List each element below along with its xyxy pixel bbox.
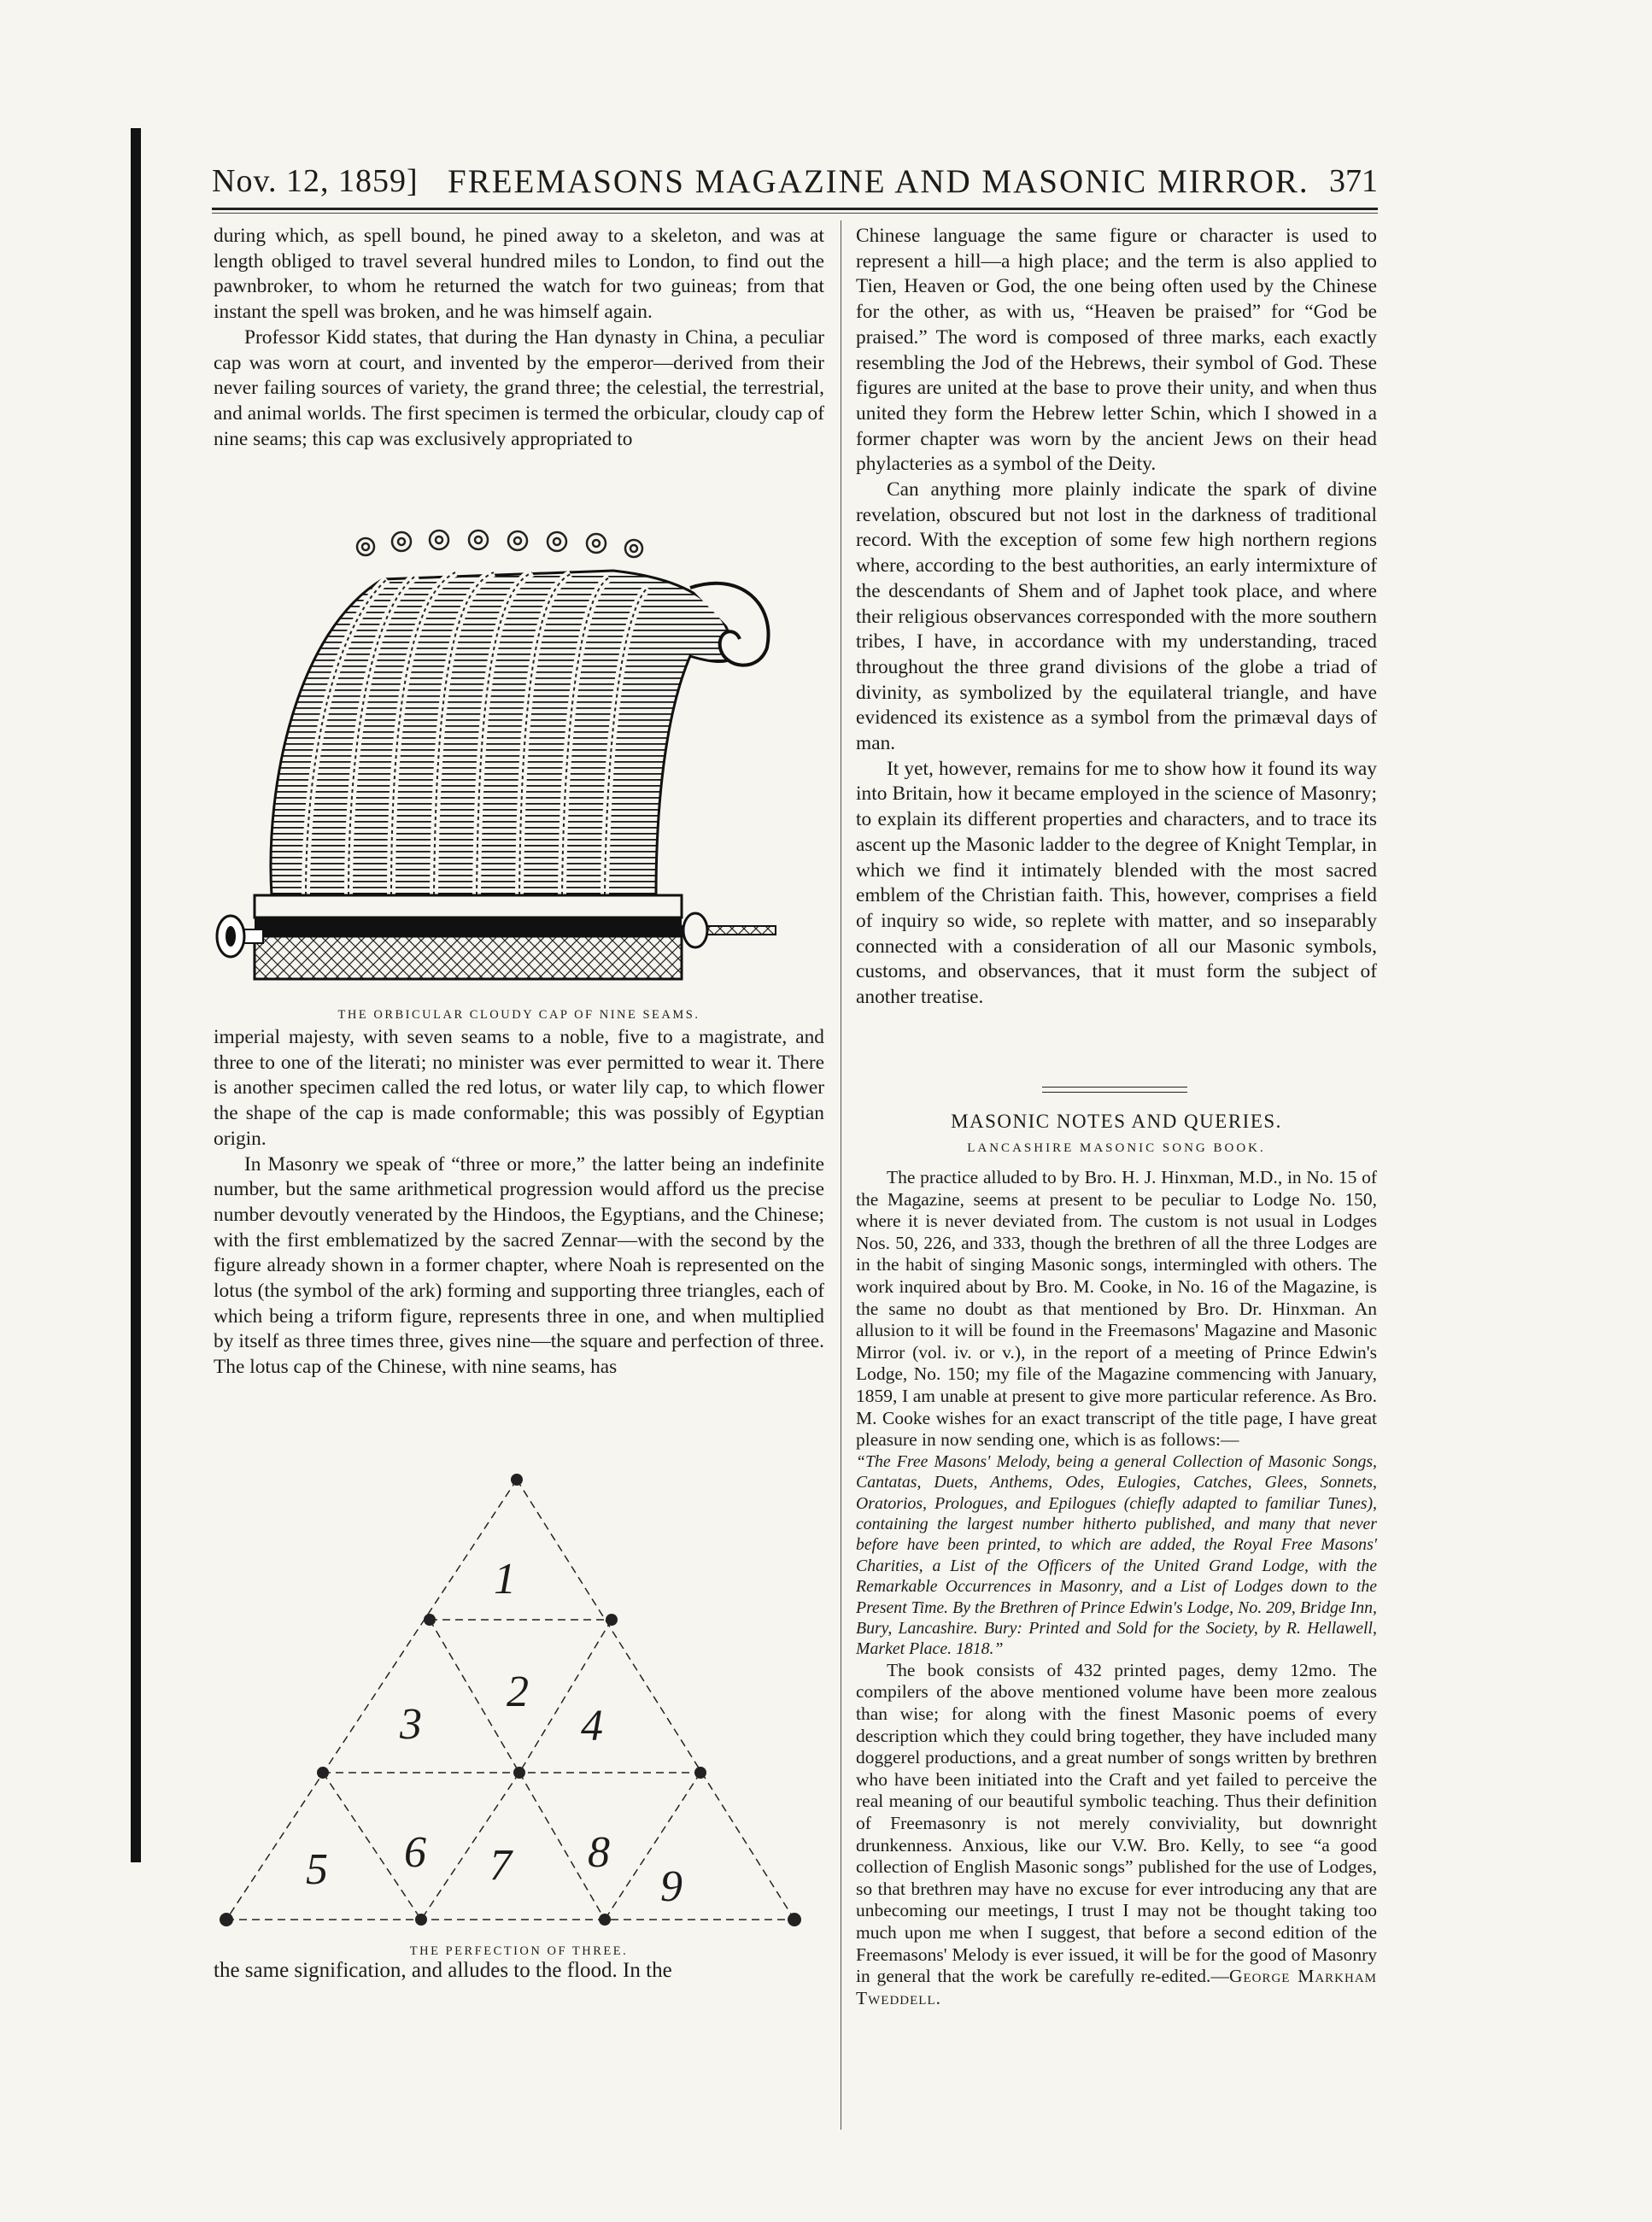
- triangle-number: 9: [660, 1862, 682, 1911]
- triangle-number: 7: [489, 1841, 512, 1890]
- paragraph: Chinese language the same figure or character is used to represent a hill—a high place; and the term is also applied to Tien, Heaven or God, the one being often used by the Chinese for the other, as with us, “Heaven be praised” for “God be praised.” The word is composed of three marks, each exactly resembling the Jod of the Hebrews, their symbol of God. These figures are united at the base to prove their unity, and when thus united they form the Hebrew letter Schin, which I showed in a former chapter was worn by the ancient Jews on their head phylacteries as a symbol of the Deity.: [856, 225, 1377, 476]
- paragraph: [856, 1660, 1377, 2010]
- quoted-title-page: “The Free Masons' Melody, being a general Collection of Masonic Songs, Cantatas, Duets, Anthems, Odes, Eulogies, Catches, Glees, Sonnets, Oratorios, Prologues, and Epilogues (chiefly adapted to familiar Tunes), containing the largest number hitherto published, and many that never before have been printed, to which are added, the Royal Free Masons' Charities, a List of the Officers of the United Grand Lodge, with the Remarkable Occurrences in Masonry, and a List of Lodges down to the Present Time. By the Brethren of Prince Edwin's Lodge, No. 209, Bridge Inn, Bury, Lancashire. Bury: Printed and Sold for the Society, by R. Hellawell, Market Place. 1818.”: [856, 1451, 1377, 1659]
- right-column-top: [856, 224, 1377, 1011]
- orbicular-cap-illustration: [212, 528, 827, 998]
- figure-caption: THE ORBICULAR CLOUDY CAP OF NINE SEAMS.: [337, 1008, 700, 1022]
- paragraph-text: The book consists of 432 printed pages, demy 12mo. The compilers of the above mentioned volume have been more zealous than wise; for along with the finest Masonic poems of every description which they could bring together, they have included many doggerel productions, and a great number of songs written by brethren who have been initiated into the Craft and yet failed to perceive the real meaning of our beautiful symbolic teaching. Thus their definition of Freemasonry is not merely conviviality, but downright drunkenness. Anxious, like our V.W. Bro. Kelly, to see “a good collection of English Masonic songs” published for the use of Lodges, so that brethren may have no excuse for ever introducing any that are unbecoming our meetings, I trust I may not be thought taking too much upon me when I suggest, that before a second edition of the Freemasons' Melody is ever issued, it will be for the good of Masonry in general that the work be carefully re-edited.—: [856, 1659, 1377, 1987]
- header-rule-thin: [212, 213, 1378, 214]
- notes-body: [856, 1167, 1377, 2009]
- subsection-title: LANCASHIRE MASONIC SONG BOOK.: [967, 1141, 1266, 1155]
- running-header: [212, 162, 1378, 214]
- triangle-number: 2: [507, 1668, 529, 1716]
- triangle-number: 8: [588, 1828, 610, 1877]
- section-title: MASONIC NOTES AND QUERIES.: [951, 1111, 1282, 1132]
- figure-caption: THE PERFECTION OF THREE.: [409, 1944, 629, 1958]
- paragraph: the same signification, and alludes to the flood. In the: [214, 1959, 672, 1982]
- perfection-of-three-diagram: [212, 1465, 827, 1939]
- triangle-number: 6: [404, 1828, 426, 1877]
- section-divider: [1042, 1092, 1187, 1093]
- paragraph: imperial majesty, with seven seams to a noble, five to a magistrate, and three to one of the literati; no minister was ever permitted to wear it. There is another specimen called the red lotus, or water lily cap, to which flower the shape of the cap is made conformable; this was possibly of Egyptian origin.: [214, 1026, 824, 1150]
- triangle-number: 4: [581, 1702, 603, 1750]
- triangle-number: 5: [306, 1845, 328, 1894]
- triangle-number: 1: [494, 1555, 516, 1603]
- paragraph: during which, as spell bound, he pined away to a skeleton, and was at length obliged to travel several hundred miles to London, to find out the pawnbroker, to whom he returned the watch for two guineas; from that instant the spell was broken, and he was himself again.: [214, 225, 824, 324]
- paragraph: Can anything more plainly indicate the spark of divine revelation, obscured but not lost in the darkness of traditional record. With the exception of some few high northern regions where, according to the best authorities, an early intermixture of the descendants of Shem and of Japhet took place, and where their religious observances corresponded with the more southern tribes, I have, in accordance with my understanding, traced throughout the three grand divisions of the globe a triad of divinity, as symbolized by the equilateral triangle, and have evidenced its existence as a symbol from the primæval days of man.: [856, 478, 1377, 755]
- paragraph: It yet, however, remains for me to show how it found its way into Britain, how it became employed in the science of Masonry; to explain its different properties and characters, and to trace its ascent up the Masonic ladder to the degree of Knight Templar, in which we find it intimately blended with the most sacred emblem of the Christian faith. This, however, comprises a field of inquiry so wide, so replete with matter, and so inseparably connected with a consideration of all our Masonic symbols, customs, and observances, that it must form the subject of another treatise.: [856, 757, 1377, 1009]
- paragraph: The practice alluded to by Bro. H. J. Hinxman, M.D., in No. 15 of the Magazine, seems at present to be peculiar to Lodge No. 150, where it is never deviated from. The custom is not usual in Lodges Nos. 50, 226, and 333, though the brethren of all the three Lodges are in the habit of singing Masonic songs, intermingled with others. The work inquired about by Bro. M. Cooke, in No. 16 of the Magazine, is the same no doubt as that mentioned by Bro. Dr. Hinxman. An allusion to it will be found in the Freemasons' Magazine and Masonic Mirror (vol. iv. or v.), in the report of a meeting of Prince Edwin's Lodge, No. 150; my file of the Magazine commencing with January, 1859, I am unable at present to give more particular reference. As Bro. M. Cooke wishes for an exact transcript of the title page, I have great pleasure in now sending one, which is as follows:—: [856, 1167, 1377, 1451]
- binding-edge-bar: [131, 128, 141, 1862]
- triangle-number: 3: [400, 1700, 422, 1749]
- publication-title: FREEMASONS MAGAZINE AND MASONIC MIRROR.: [448, 163, 1309, 200]
- left-column-top: [214, 224, 824, 452]
- paragraph: In Masonry we speak of “three or more,” the latter being an indefinite number, but the same arithmetical progression would afford us the precise number devoutly venerated by the Hindoos, the Egyptians, and the Chinese; with the first emblematized by the sacred Zennar—with the second by the figure already shown in a former chapter, where Noah is represented on the lotus (the symbol of the ark) forming and supporting three triangles, each of which being a triform figure, represents three in one, and when multiplied by itself as three times three, gives nine—the square and perfection of three. The lotus cap of the Chinese, with nine seams, has: [214, 1152, 824, 1379]
- paragraph: Professor Kidd states, that during the Han dynasty in China, a peculiar cap was worn at court, and invented by the emperor—derived from their never failing sources of variety, the grand three; the celestial, the terrestrial, and animal worlds. The first specimen is termed the orbicular, cloudy cap of nine seams; this cap was exclusively appropriated to: [214, 325, 824, 450]
- author-signature: George Markham Tweddell.: [856, 1966, 1378, 2008]
- section-divider: [1042, 1087, 1187, 1088]
- left-column-middle: [214, 1025, 824, 1381]
- page-number: 371: [1329, 163, 1378, 199]
- left-column-bottom: [214, 1958, 824, 1984]
- header-rule: [212, 208, 1378, 210]
- issue-date: Nov. 12, 1859]: [212, 163, 419, 199]
